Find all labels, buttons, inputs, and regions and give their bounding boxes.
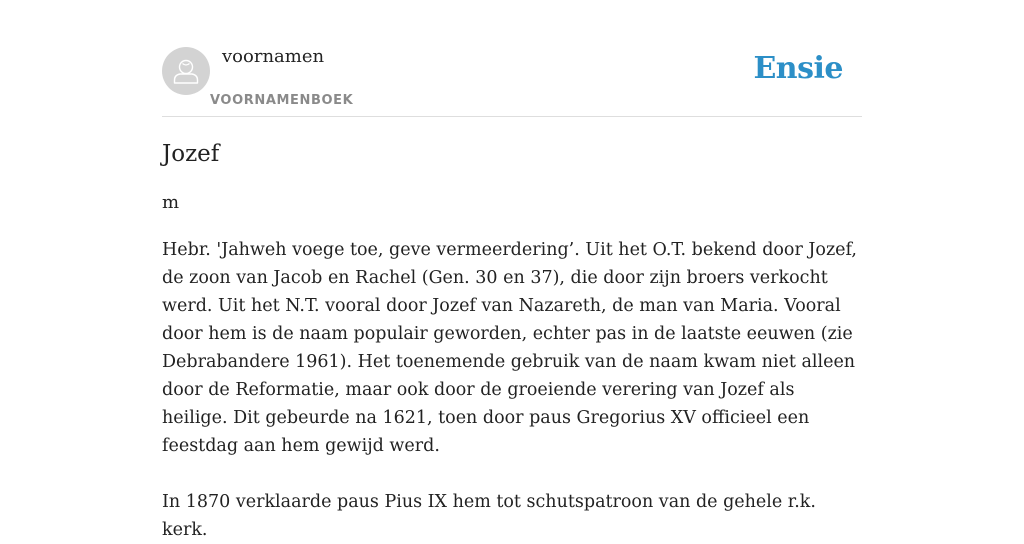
brand-logo[interactable]: Ensie — [753, 51, 843, 86]
user-outline-icon — [162, 47, 210, 95]
page-header — [162, 0, 862, 117]
author-name-link[interactable]: voornamen — [222, 46, 325, 67]
entry-content — [162, 137, 862, 544]
collection-name-link[interactable]: VOORNAMENBOEK — [210, 93, 354, 108]
entry-body: Hebr. 'Jahweh voege toe, geve vermeerdering’. Uit het O.T. bekend door Jozef, de zoon van Jacob en Rachel (Gen. 30 en 37), die door zijn broers verkocht werd. Uit het N.T. vooral door Jozef van Nazareth, de man van Maria. Vooral door hem is de naam populair geworden, echter pas in de laatste eeuwen (zie Debrabandere 1961). Het toenemende gebruik van de naam kwam niet alleen door de Reformatie, maar ook door de groeiende verering van Jozef als heilige. Dit gebeurde na 1621, toen door paus Gregorius XV officieel een feestdag aan hem gewijd werd. In 1870 verklaarde paus Pius IX hem tot schutspatroon van de gehele r.k. kerk. — [162, 240, 857, 540]
entry-title: Jozef — [162, 141, 220, 167]
avatar[interactable] — [162, 47, 210, 95]
entry-gender: m — [162, 192, 180, 213]
